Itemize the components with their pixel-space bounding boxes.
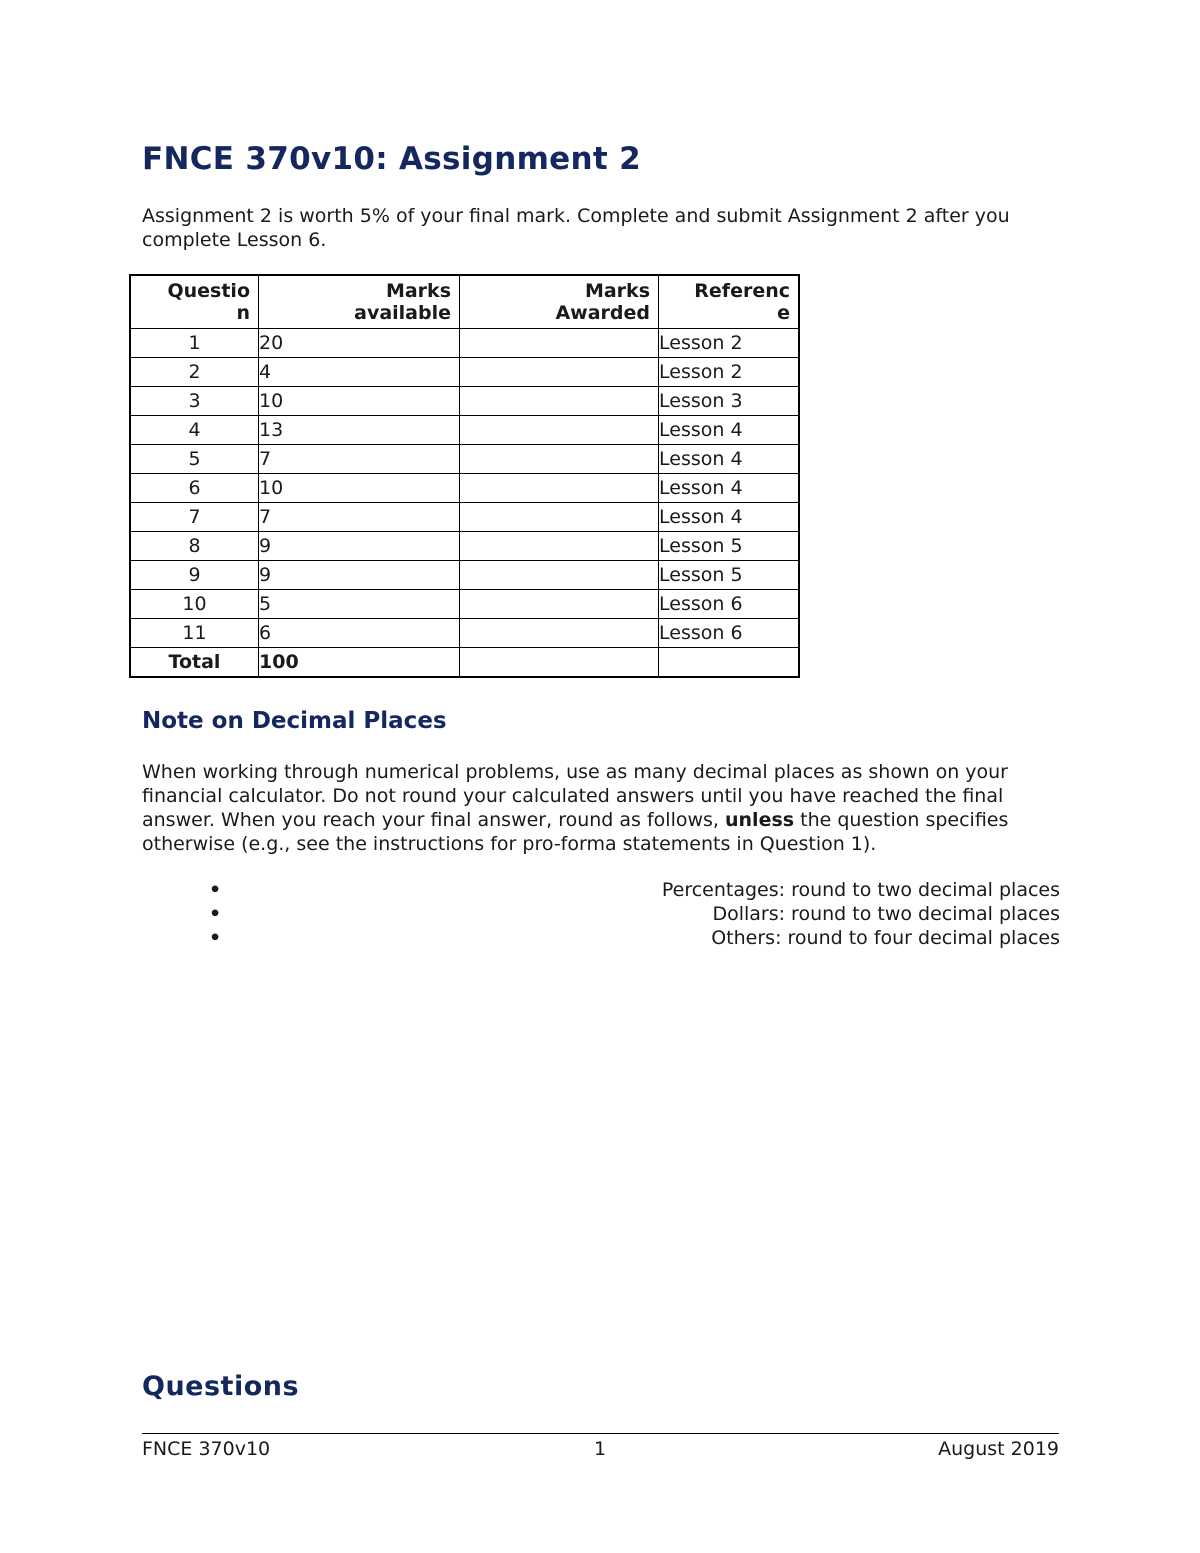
cell-reference: Lesson 6 bbox=[659, 619, 800, 648]
footer-date: August 2019 bbox=[938, 1438, 1059, 1460]
table-row bbox=[130, 503, 799, 532]
cell-question: 2 bbox=[130, 358, 259, 387]
header-reference: Referenc e bbox=[659, 275, 800, 329]
cell-marks: 10 bbox=[259, 474, 460, 503]
note-heading: Note on Decimal Places bbox=[142, 708, 447, 734]
document-title: FNCE 370v10: Assignment 2 bbox=[142, 141, 641, 177]
cell-marks: 6 bbox=[259, 619, 460, 648]
table-row bbox=[130, 590, 799, 619]
cell-question: 4 bbox=[130, 416, 259, 445]
cell-reference: Lesson 2 bbox=[659, 358, 800, 387]
cell-question: 6 bbox=[130, 474, 259, 503]
table-row bbox=[130, 474, 799, 503]
cell-marks: 7 bbox=[259, 445, 460, 474]
table-row bbox=[130, 532, 799, 561]
cell-awarded[interactable] bbox=[460, 532, 659, 561]
note-text-after: the question specifies otherwise (e.g., see the instructions for pro-forma statements in Question 1). bbox=[142, 809, 1009, 855]
note-text-before: When working through numerical problems, use as many decimal places as shown on your financial calculator. Do not round your calculated answers until you have reached the final answer. When you reach your final answer, round as follows, bbox=[142, 761, 1008, 831]
table-row bbox=[130, 416, 799, 445]
cell-awarded[interactable] bbox=[460, 416, 659, 445]
cell-awarded[interactable] bbox=[460, 358, 659, 387]
table-row bbox=[130, 445, 799, 474]
cell-reference: Lesson 3 bbox=[659, 387, 800, 416]
intro-paragraph: Assignment 2 is worth 5% of your final mark. Complete and submit Assignment 2 after you complete Lesson 6. bbox=[142, 205, 1010, 251]
cell-marks: 10 bbox=[259, 387, 460, 416]
cell-question: 10 bbox=[130, 590, 259, 619]
footer-course: FNCE 370v10 bbox=[142, 1438, 271, 1460]
cell-awarded[interactable] bbox=[460, 445, 659, 474]
cell-marks: 20 bbox=[259, 329, 460, 358]
cell-question: 3 bbox=[130, 387, 259, 416]
header-question: Questio n bbox=[130, 275, 259, 329]
cell-question: 7 bbox=[130, 503, 259, 532]
cell-reference: Lesson 5 bbox=[659, 532, 800, 561]
bullet-icon: • bbox=[209, 903, 222, 925]
cell-question: 5 bbox=[130, 445, 259, 474]
total-marks: 100 bbox=[259, 648, 460, 678]
cell-marks: 13 bbox=[259, 416, 460, 445]
cell-reference: Lesson 6 bbox=[659, 590, 800, 619]
cell-marks: 9 bbox=[259, 532, 460, 561]
bullet-icon: • bbox=[209, 879, 222, 901]
total-label: Total bbox=[130, 648, 259, 678]
header-marks-awarded: Marks Awarded bbox=[460, 275, 659, 329]
list-item-text: Percentages: round to two decimal places bbox=[661, 879, 1060, 901]
cell-reference: Lesson 2 bbox=[659, 329, 800, 358]
list-item-text: Others: round to four decimal places bbox=[711, 927, 1060, 949]
table-row bbox=[130, 619, 799, 648]
questions-heading: Questions bbox=[142, 1371, 300, 1402]
cell-question: 8 bbox=[130, 532, 259, 561]
list-item bbox=[200, 902, 1060, 926]
table-total-row bbox=[130, 648, 799, 678]
list-item-text: Dollars: round to two decimal places bbox=[712, 903, 1060, 925]
list-item bbox=[200, 878, 1060, 902]
marks-table bbox=[129, 274, 800, 678]
footer-page-number: 1 bbox=[594, 1438, 607, 1460]
cell-question: 9 bbox=[130, 561, 259, 590]
cell-awarded[interactable] bbox=[460, 561, 659, 590]
total-reference bbox=[659, 648, 800, 678]
cell-reference: Lesson 4 bbox=[659, 445, 800, 474]
cell-marks: 9 bbox=[259, 561, 460, 590]
header-marks-available: Marks available bbox=[259, 275, 460, 329]
cell-awarded[interactable] bbox=[460, 590, 659, 619]
table-body bbox=[130, 329, 799, 678]
cell-reference: Lesson 5 bbox=[659, 561, 800, 590]
cell-reference: Lesson 4 bbox=[659, 416, 800, 445]
rounding-list bbox=[200, 878, 1060, 950]
cell-marks: 7 bbox=[259, 503, 460, 532]
list-item bbox=[200, 926, 1060, 950]
cell-awarded[interactable] bbox=[460, 503, 659, 532]
table-row bbox=[130, 387, 799, 416]
bullet-icon: • bbox=[209, 927, 222, 949]
cell-awarded[interactable] bbox=[460, 619, 659, 648]
cell-question: 11 bbox=[130, 619, 259, 648]
table-row bbox=[130, 358, 799, 387]
note-paragraph bbox=[142, 760, 1062, 856]
cell-reference: Lesson 4 bbox=[659, 474, 800, 503]
cell-awarded[interactable] bbox=[460, 329, 659, 358]
cell-awarded[interactable] bbox=[460, 387, 659, 416]
table-row bbox=[130, 329, 799, 358]
note-text-bold: unless bbox=[725, 809, 795, 831]
cell-question: 1 bbox=[130, 329, 259, 358]
footer-divider bbox=[142, 1433, 1059, 1434]
table-header-row bbox=[130, 275, 799, 329]
cell-reference: Lesson 4 bbox=[659, 503, 800, 532]
cell-marks: 4 bbox=[259, 358, 460, 387]
cell-awarded[interactable] bbox=[460, 474, 659, 503]
cell-marks: 5 bbox=[259, 590, 460, 619]
table-row bbox=[130, 561, 799, 590]
total-awarded[interactable] bbox=[460, 648, 659, 678]
